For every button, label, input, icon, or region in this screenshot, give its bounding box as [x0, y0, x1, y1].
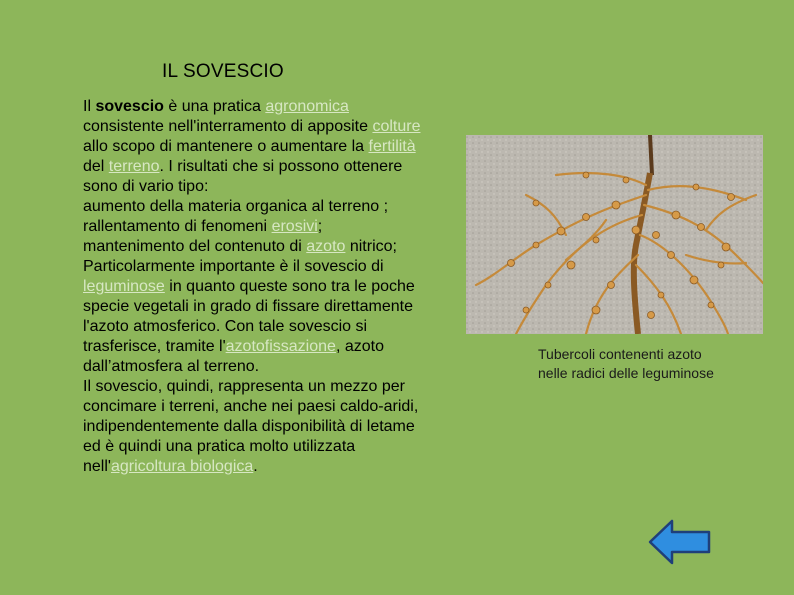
text-segment: Il sovescio, quindi, rappresenta un mezzo per [83, 378, 405, 395]
text-segment: dall’atmosfera al terreno. [83, 358, 260, 375]
body-text [83, 97, 478, 477]
text-segment: mantenimento del contenuto di [83, 238, 307, 255]
text-line [83, 437, 478, 457]
text-segment: specie vegetali in grado di fissare direttamente [83, 298, 413, 315]
text-segment: ; [317, 218, 323, 235]
text-segment: Il [83, 98, 96, 115]
text-segment: concimare i terreni, anche nei paesi caldo-aridi, [83, 398, 419, 415]
caption-line-2: nelle radici delle leguminose [538, 365, 714, 381]
text-line [83, 357, 478, 377]
photo-caption [538, 345, 778, 383]
text-line [83, 137, 478, 157]
text-segment: l'azoto atmosferico. Con tale sovescio si [83, 318, 368, 335]
text-line [83, 217, 478, 237]
text-line [83, 417, 478, 437]
link-terreno[interactable]: terreno [108, 158, 160, 175]
text-segment: consistente nell'interramento di apposite [83, 118, 373, 135]
text-line [83, 117, 478, 137]
text-line [83, 457, 478, 477]
text-line [83, 257, 478, 277]
link-azotofissazione[interactable]: azotofissazione [225, 338, 336, 355]
link-erosivi[interactable]: erosivi [271, 218, 318, 235]
link-fertilita[interactable]: fertilità [368, 138, 416, 155]
back-arrow-icon [648, 519, 712, 565]
text-segment: ed è quindi una pratica molto utilizzata [83, 438, 356, 455]
text-line [83, 197, 478, 217]
text-line [83, 397, 478, 417]
text-segment: nitrico; [345, 238, 397, 255]
link-agronomica[interactable]: agronomica [265, 98, 349, 115]
text-line [83, 297, 478, 317]
text-line [83, 337, 478, 357]
text-segment: aumento della materia organica al terreno ; [83, 198, 389, 215]
text-segment: . I risultati che si possono ottenere [159, 158, 403, 175]
text-line [83, 277, 478, 297]
text-segment: in quanto queste sono tra le poche [164, 278, 415, 295]
link-agricoltura-biologica[interactable]: agricoltura biologica [110, 458, 254, 475]
text-segment: . [253, 458, 258, 475]
text-line [83, 177, 478, 197]
text-segment: allo scopo di mantenere o aumentare la [83, 138, 369, 155]
text-segment: trasferisce, tramite l' [83, 338, 226, 355]
text-line [83, 237, 478, 257]
root-nodules-photo [466, 135, 763, 334]
link-leguminose[interactable]: leguminose [83, 278, 165, 295]
text-segment: del [83, 158, 109, 175]
text-segment: Particolarmente importante è il sovescio di [83, 258, 384, 275]
text-line [83, 317, 478, 337]
text-segment: rallentamento di fenomeni [83, 218, 272, 235]
text-segment: , azoto [335, 338, 384, 355]
back-button[interactable] [648, 519, 712, 565]
text-line [83, 157, 478, 177]
bold-term: sovescio [95, 98, 164, 115]
text-line [83, 97, 478, 117]
text-segment: indipendentemente dalla disponibilità di letame [83, 418, 415, 435]
link-colture[interactable]: colture [372, 118, 421, 135]
slide-title: IL SOVESCIO [162, 61, 284, 82]
text-segment: nell' [83, 458, 111, 475]
caption-line-1: Tubercoli contenenti azoto [538, 346, 702, 362]
root-nodules-illustration [466, 135, 763, 334]
text-line [83, 377, 478, 397]
text-segment: è una pratica [163, 98, 266, 115]
link-azoto[interactable]: azoto [306, 238, 346, 255]
text-segment: sono di vario tipo: [83, 178, 209, 195]
